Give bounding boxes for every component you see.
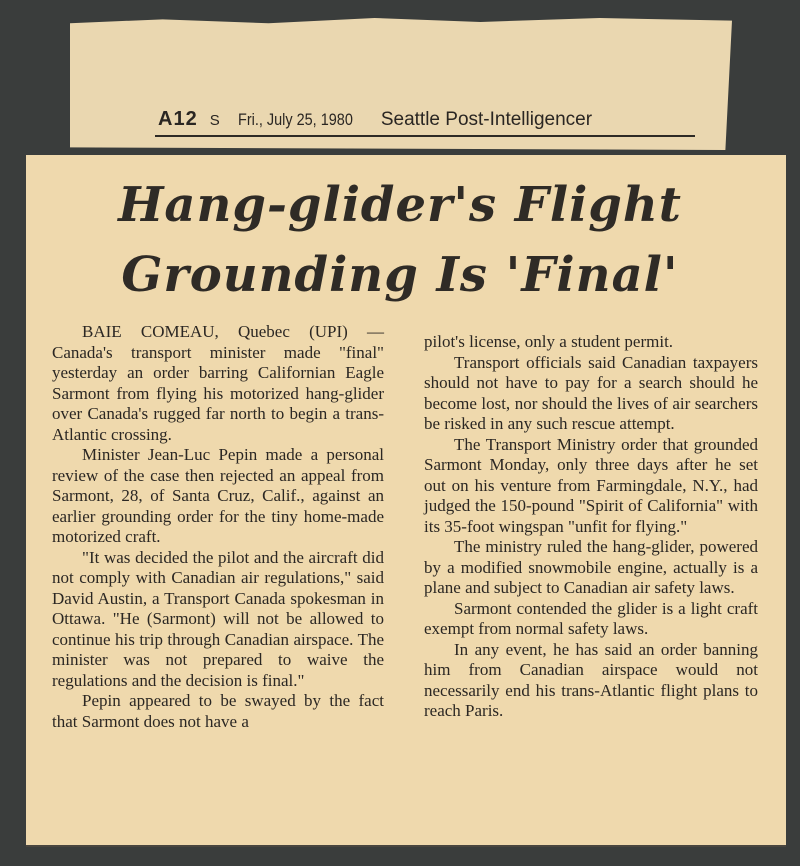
article-paragraph: Pepin appeared to be swayed by the fact that Sarmont does not have a [52,691,384,731]
newspaper-name: Seattle Post-Intelligencer [380,109,593,130]
headline [30,170,770,310]
dateline-rule [155,135,695,137]
article-paragraph: Minister Jean-Luc Pepin made a personal review of the case then rejected an appeal from Sarmont, 28, of Santa Cruz, Calif., against an earlier grounding order for the tiny home-made motorized craft. [52,445,384,546]
article-paragraph: BAIE COMEAU, Quebec (UPI) — Canada's transport minister made "final" yesterday an order barring Californian Eagle Sarmont from flying his motorized hang-glider over Canada's rugged far north to begin a trans-Atlantic crossing. [52,322,384,444]
article-column-right [424,332,758,722]
article-paragraph: The ministry ruled the hang-glider, powered by a modified snowmobile engine, actually is a plane and subject to Canadian air safety laws. [424,537,758,597]
dateline [158,108,698,134]
article-paragraph: pilot's license, only a student permit. [424,332,674,351]
article-paragraph: "It was decided the pilot and the aircraft did not comply with Canadian air regulations," said David Austin, a Transport Canada spokesman in Ottawa. "He (Sarmont) will not be allowed to continue his trip through Canadian airspace. The minister was not prepared to waive the regulations and the decision is final." [52,547,384,690]
article-paragraph: Transport officials said Canadian taxpayers should not have to pay for a search should he become lost, nor should the lives of air searchers be risked in any such rescue attempt. [424,352,758,433]
article-paragraph: The Transport Ministry order that grounded Sarmont Monday, only three days after he set out on his venture from Farmingdale, N.Y., had judged the 150-pound "Spirit of California" with its 35-foot wingspan "unfit for flying." [424,434,758,536]
publication-date: Fri., July 25, 1980 [237,110,353,129]
article-paragraph: In any event, he has said an order banning him from Canadian airspace would not necessarily end his trans-Atlantic flight plans to reach Paris. [424,639,758,720]
article-column-left [52,322,384,732]
headline-line-2: Grounding Is 'Final' [121,247,679,303]
headline-line-1: Hang-glider's Flight [118,177,682,233]
section-letter: S [209,112,220,129]
clipping-bottom-edge [26,845,786,847]
article-paragraph: Sarmont contended the glider is a light craft exempt from normal safety laws. [424,598,758,638]
page-number: A12 [158,108,198,130]
